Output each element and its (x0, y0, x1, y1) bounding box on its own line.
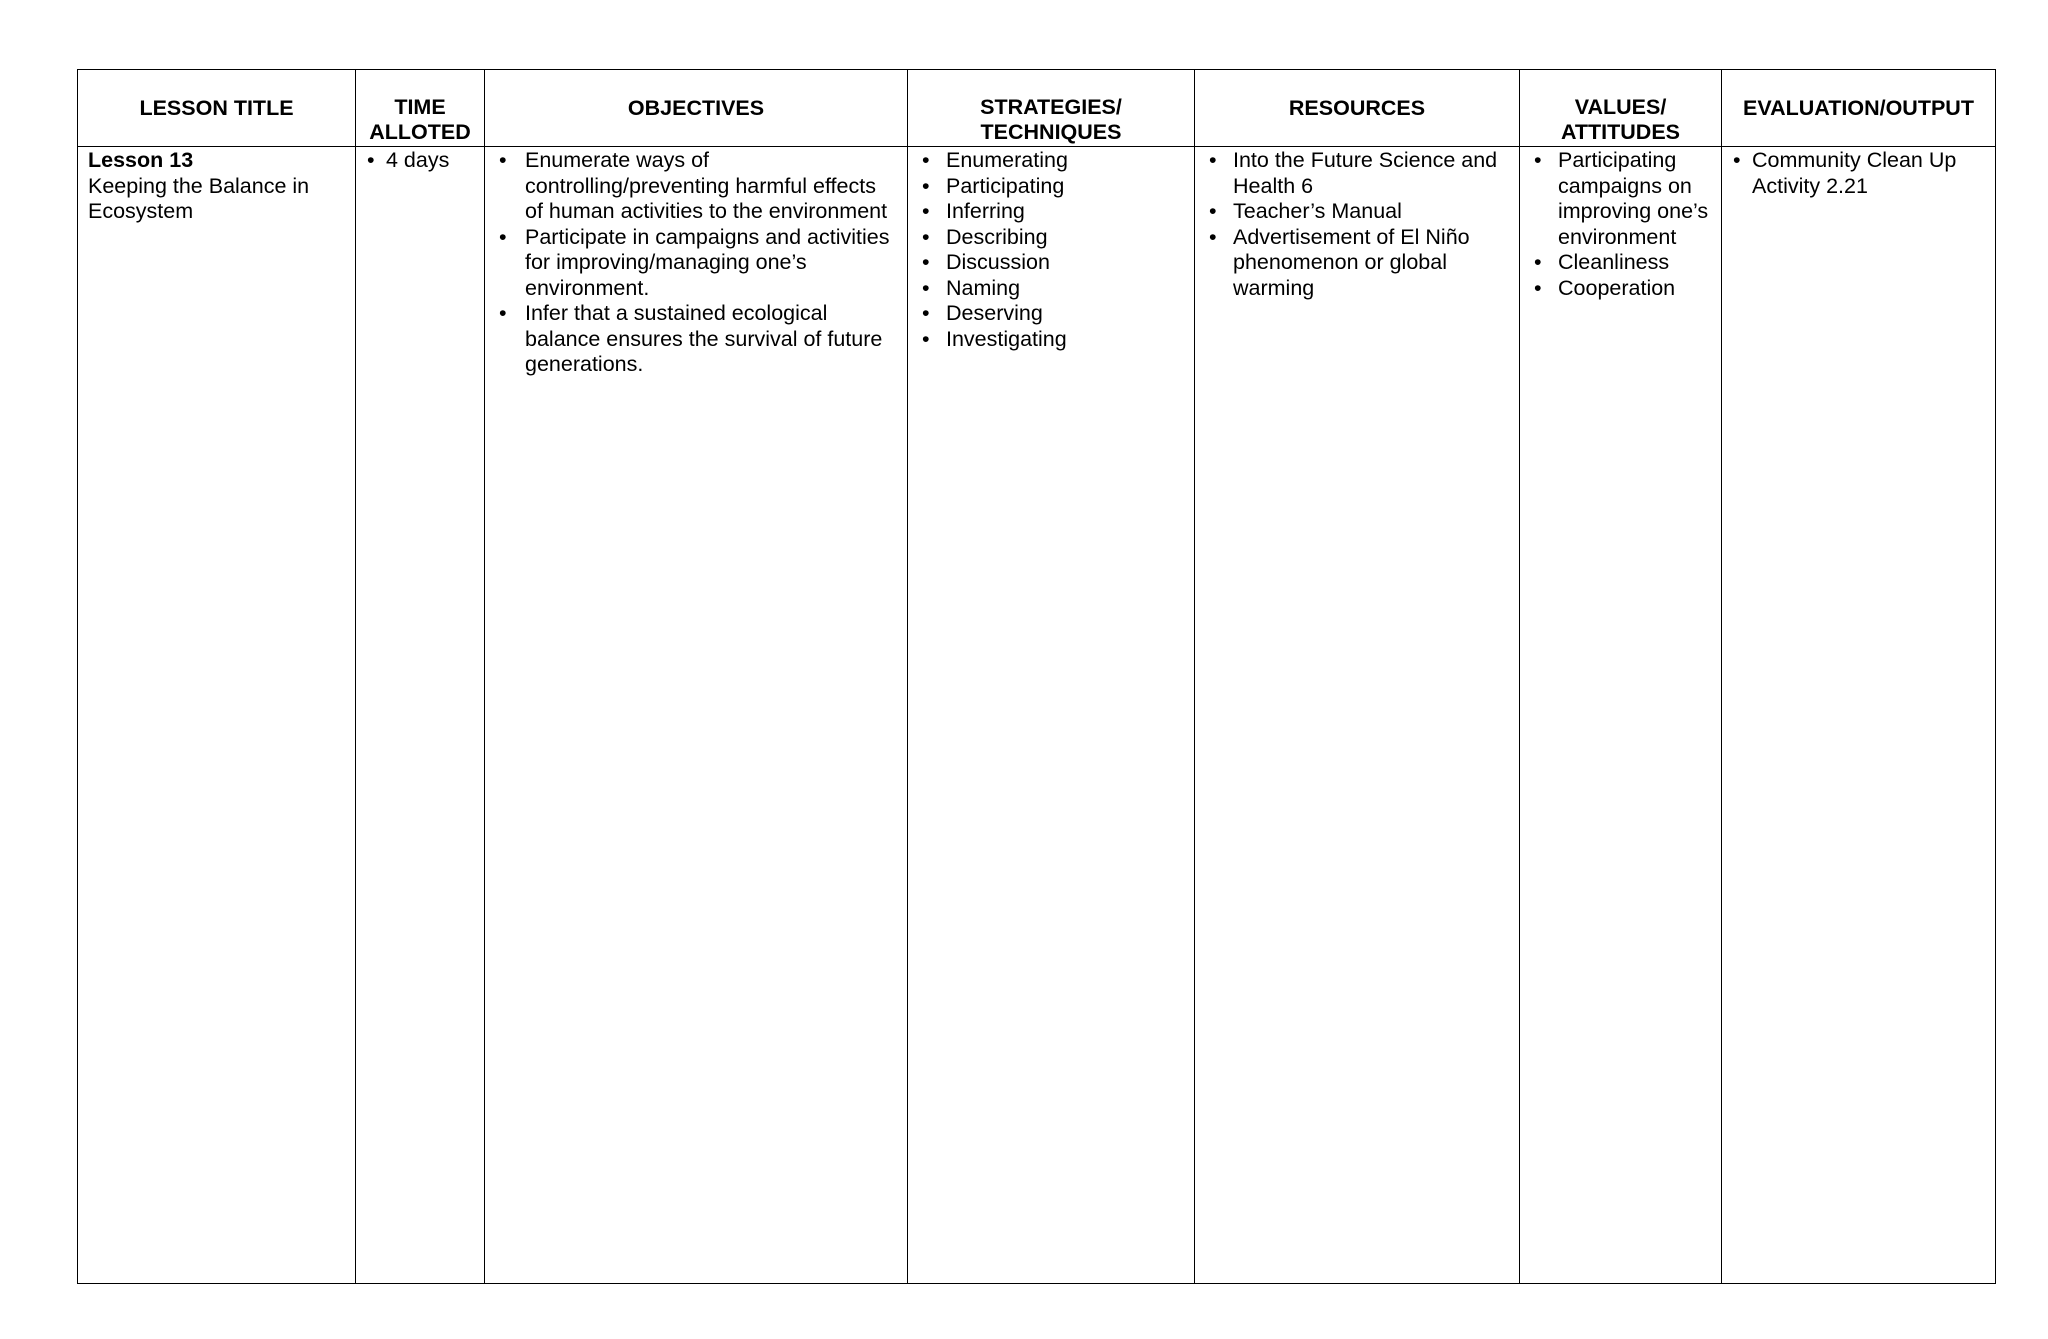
evaluation-list (1732, 148, 1985, 199)
header-values: VALUES/ ATTITUDES (1520, 70, 1722, 147)
list-item: • Enumerate ways of controlling/preventing harmful effects of human activities to the environment (495, 148, 897, 225)
header-objectives: OBJECTIVES (485, 70, 908, 147)
header-evaluation: EVALUATION/OUTPUT (1722, 70, 1996, 147)
list-item: • Participating (918, 174, 1184, 200)
list-item: • Deserving (918, 301, 1184, 327)
objectives-list (495, 148, 897, 378)
lesson-plan-table (77, 69, 1996, 1284)
header-time-alloted: TIME ALLOTED (356, 70, 485, 147)
list-item: • Cleanliness (1530, 250, 1711, 276)
time-list (366, 148, 474, 174)
list-item: • Participating campaigns on improving one’s environment (1530, 148, 1711, 250)
resources-list (1205, 148, 1509, 301)
cell-objectives (485, 147, 908, 1284)
header-strategies: STRATEGIES/ TECHNIQUES (908, 70, 1195, 147)
list-item: • Describing (918, 225, 1184, 251)
list-item: • 4 days (366, 148, 474, 174)
header-resources: RESOURCES (1195, 70, 1520, 147)
cell-lesson-title (78, 147, 356, 1284)
cell-time (356, 147, 485, 1284)
list-item: • Enumerating (918, 148, 1184, 174)
list-item: • Advertisement of El Niño phenomenon or global warming (1205, 225, 1509, 302)
header-lesson-title: LESSON TITLE (78, 70, 356, 147)
lesson-number: Lesson 13 (88, 148, 194, 172)
header-row (78, 70, 1996, 147)
cell-strategies (908, 147, 1195, 1284)
table-row (78, 147, 1996, 1284)
lesson-name: Keeping the Balance in Ecosystem (88, 173, 310, 223)
values-list (1530, 148, 1711, 301)
cell-resources (1195, 147, 1520, 1284)
list-item: • Teacher’s Manual (1205, 199, 1509, 225)
list-item: • Into the Future Science and Health 6 (1205, 148, 1509, 199)
list-item: • Infer that a sustained ecological balance ensures the survival of future generations. (495, 301, 897, 378)
list-item: • Participate in campaigns and activities for improving/managing one’s environment. (495, 225, 897, 302)
list-item: • Cooperation (1530, 276, 1711, 302)
list-item: • Naming (918, 276, 1184, 302)
strategies-list (918, 148, 1184, 352)
list-item: • Inferring (918, 199, 1184, 225)
list-item: • Investigating (918, 327, 1184, 353)
cell-values (1520, 147, 1722, 1284)
lesson-plan-page (77, 69, 1995, 1284)
list-item: • Community Clean Up Activity 2.21 (1732, 148, 1985, 199)
list-item: • Discussion (918, 250, 1184, 276)
cell-evaluation (1722, 147, 1996, 1284)
